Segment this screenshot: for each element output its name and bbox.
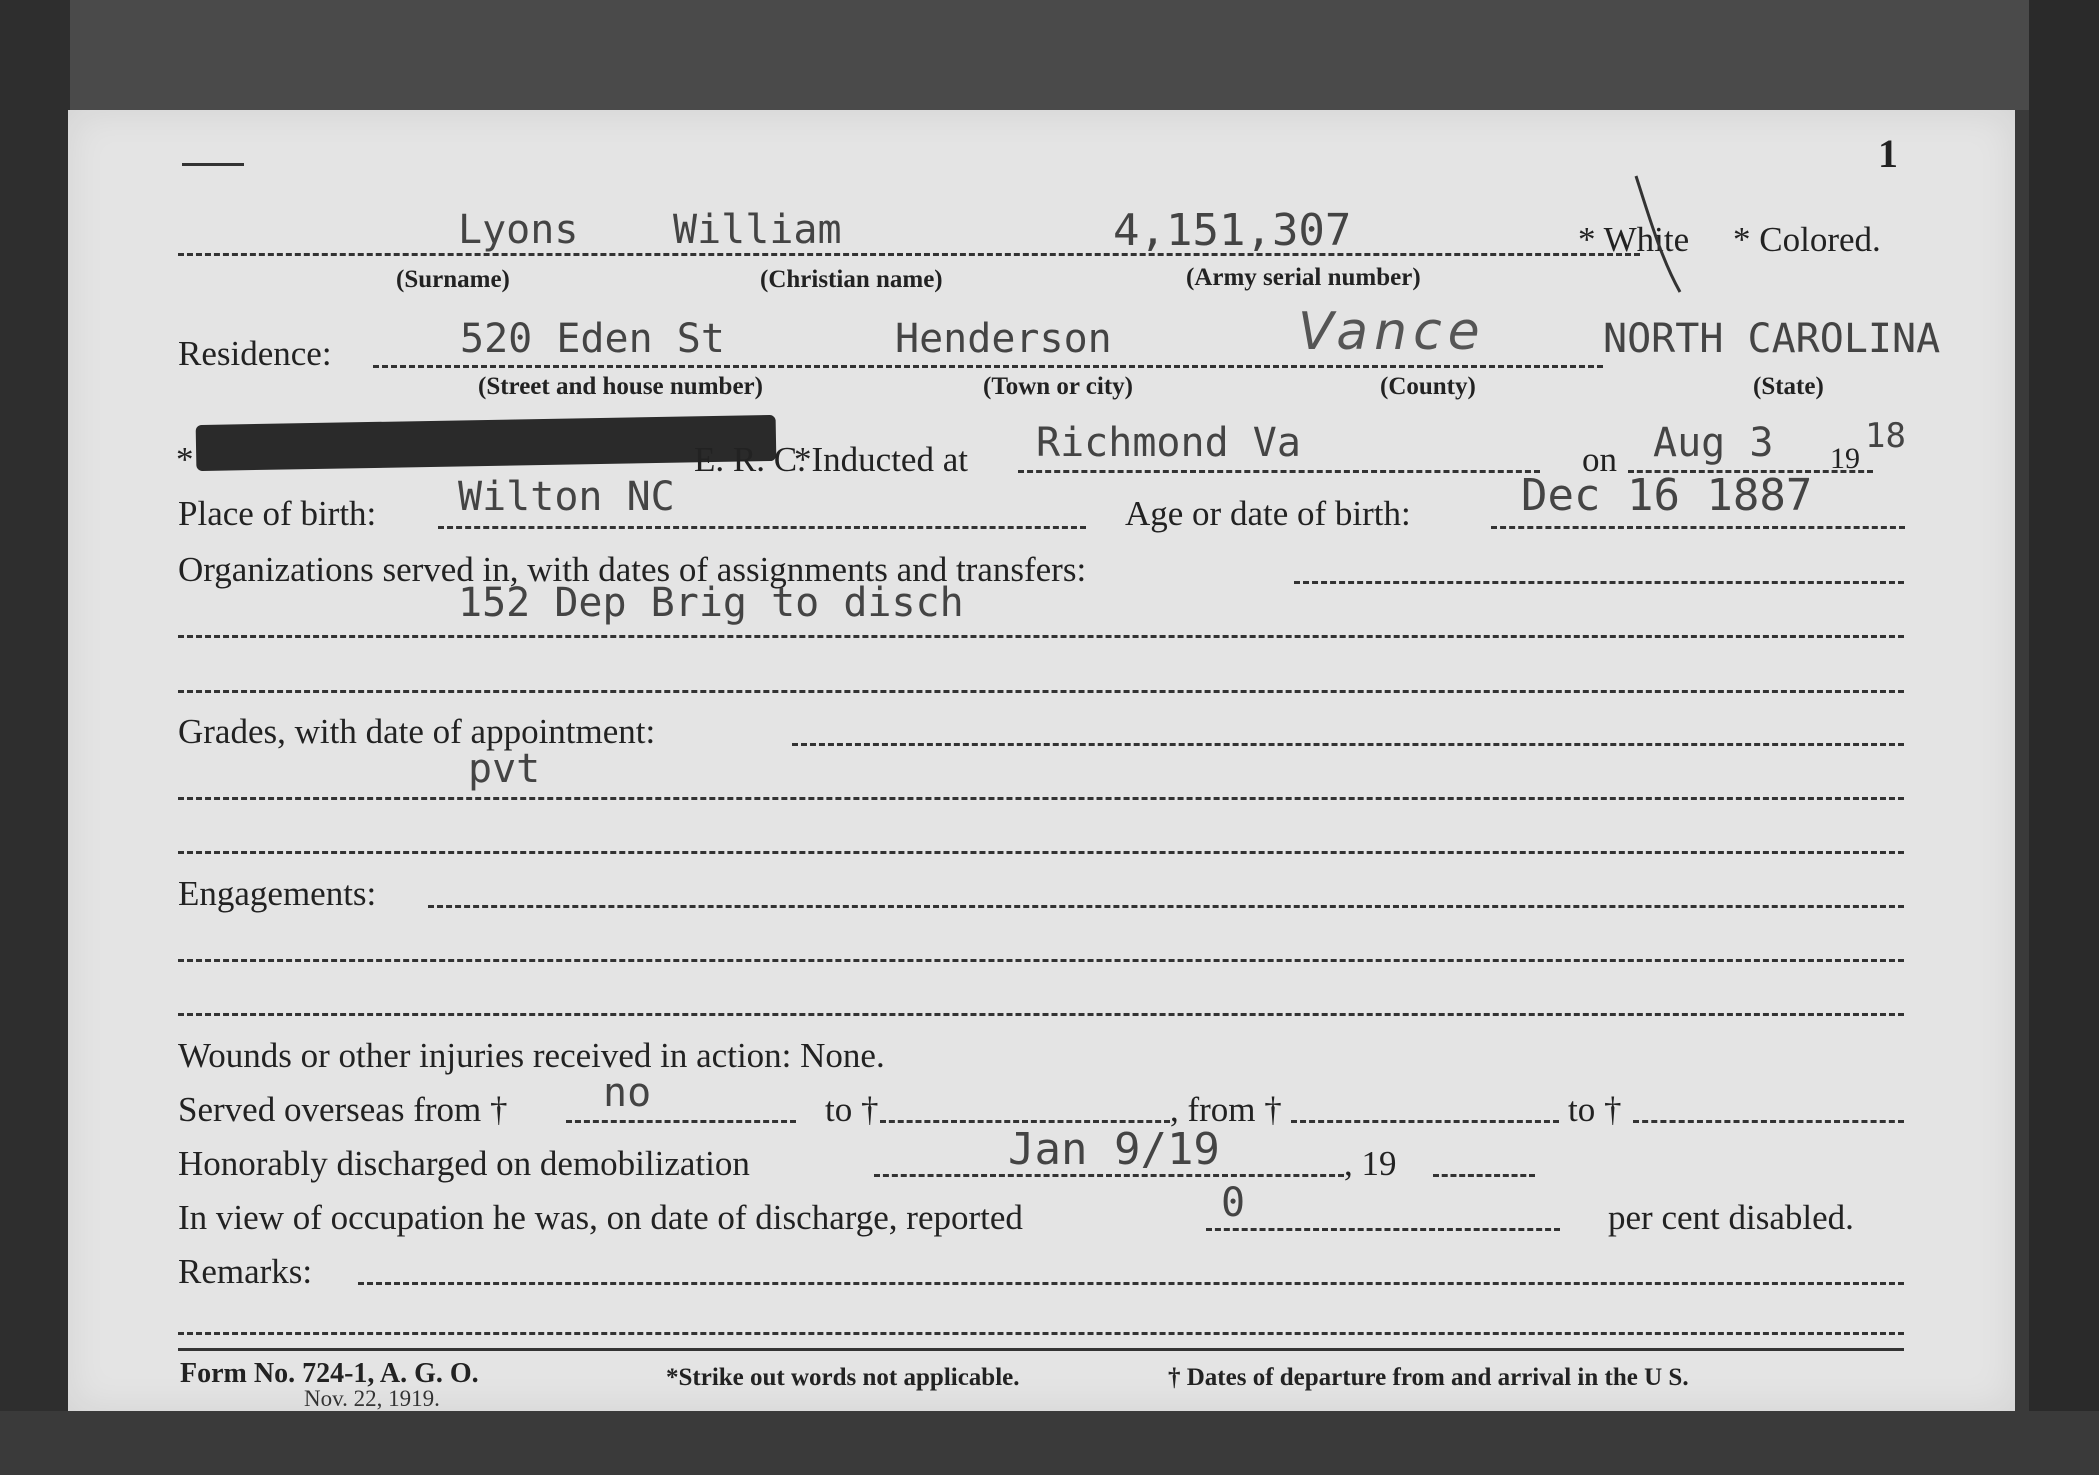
residence-state-value: NORTH CAROLINA <box>1603 316 1941 362</box>
footnote-dates: † Dates of departure from and arrival in the U S. <box>1168 1364 1689 1391</box>
scan-border-left <box>0 0 70 1475</box>
birthplace-line <box>438 526 1086 529</box>
inducted-date-value: Aug 3 <box>1653 420 1774 466</box>
overseas-to-label-2: to † <box>1568 1090 1622 1129</box>
card-number: 1 <box>1878 131 1898 176</box>
scan-border-bottom <box>0 1411 2099 1475</box>
engagements-line-3 <box>178 1013 1904 1016</box>
organizations-line-2 <box>178 635 1904 638</box>
enlisted-tail: E. R. C. <box>694 440 806 479</box>
engagements-line-2 <box>178 959 1904 962</box>
race-white: * White <box>1578 220 1690 259</box>
residence-line <box>373 365 1603 368</box>
state-caption: (State) <box>1753 373 1824 400</box>
organizations-value: 152 Dep Brig to disch <box>458 580 964 626</box>
overseas-from-label-2: , from † <box>1170 1090 1282 1129</box>
organizations-line-3 <box>178 690 1904 693</box>
residence-town-value: Henderson <box>895 316 1112 362</box>
inducted-label: *Inducted at <box>794 440 968 479</box>
scan-border-top <box>0 0 2099 110</box>
race-colored: * Colored. <box>1733 220 1881 259</box>
dob-label: Age or date of birth: <box>1125 494 1411 533</box>
residence-street-value: 520 Eden St <box>460 316 725 362</box>
discharged-year-label: , 19 <box>1344 1144 1397 1183</box>
town-caption: (Town or city) <box>983 373 1133 400</box>
overseas-from-value: no <box>603 1070 652 1116</box>
engagements-label: Engagements: <box>178 874 377 913</box>
remarks-label: Remarks: <box>178 1252 313 1291</box>
remarks-line-1 <box>358 1282 1904 1285</box>
organizations-label: Organizations served in, with dates of assignments and transfers: <box>178 550 1087 589</box>
overseas-to-label: to † <box>825 1090 879 1129</box>
name-line <box>178 253 1640 256</box>
grades-line-1 <box>792 743 1904 746</box>
grades-line-2 <box>178 797 1904 800</box>
inducted-place-line <box>1018 470 1540 473</box>
birthplace-label: Place of birth: <box>178 494 377 533</box>
form-number: Form No. 724-1, A. G. O. <box>180 1358 479 1389</box>
army-serial-caption: (Army serial number) <box>1186 264 1421 291</box>
disability-suffix: per cent disabled. <box>1608 1198 1854 1237</box>
overseas-to-line-2 <box>1633 1120 1904 1123</box>
on-label: on <box>1582 440 1617 479</box>
discharged-label: Honorably discharged on demobilization <box>178 1144 750 1183</box>
county-caption: (County) <box>1380 373 1476 400</box>
dob-value: Dec 16 1887 <box>1521 470 1813 521</box>
disability-line <box>1206 1228 1560 1231</box>
disability-label: In view of occupation he was, on date of discharge, reported <box>178 1198 1023 1237</box>
organizations-line-1 <box>1294 581 1904 584</box>
overseas-label: Served overseas from † <box>178 1090 508 1129</box>
service-record-card <box>68 110 2015 1411</box>
top-rule <box>182 163 244 166</box>
birthplace-value: Wilton NC <box>458 474 675 520</box>
grades-label: Grades, with date of appointment: <box>178 712 656 751</box>
overseas-to-line <box>880 1120 1170 1123</box>
christian-name-caption: (Christian name) <box>760 266 943 293</box>
remarks-line-2 <box>178 1332 1904 1335</box>
dob-line <box>1491 526 1905 529</box>
surname-caption: (Surname) <box>396 266 510 293</box>
disability-value: 0 <box>1221 1180 1246 1226</box>
overseas-from-line-2 <box>1291 1120 1559 1123</box>
wounds-label: Wounds or other injuries received in action: None. <box>178 1036 885 1075</box>
year-prefix: 19 <box>1830 442 1860 475</box>
form-date: Nov. 22, 1919. <box>304 1386 440 1411</box>
surname-value: Lyons <box>458 207 579 253</box>
inducted-year-value: 18 <box>1865 416 1906 456</box>
grades-line-3 <box>178 851 1904 854</box>
footnote-strike: *Strike out words not applicable. <box>666 1364 1020 1391</box>
overseas-from-line <box>566 1120 796 1123</box>
residence-label: Residence: <box>178 334 332 373</box>
residence-county-value: Vance <box>1298 302 1486 362</box>
grades-value: pvt <box>468 746 541 792</box>
footer-rule <box>178 1348 1904 1351</box>
scan-border-right <box>2029 0 2099 1475</box>
enlisted-prefix: * <box>176 440 194 479</box>
strike-mark <box>1628 170 1688 300</box>
engagements-line-1 <box>428 905 1904 908</box>
army-serial-value: 4,151,307 <box>1113 205 1352 256</box>
inducted-place-value: Richmond Va <box>1036 420 1301 466</box>
christian-name-value: William <box>673 207 842 253</box>
redaction-bar <box>196 415 777 471</box>
discharged-year-line <box>1433 1174 1535 1177</box>
street-caption: (Street and house number) <box>478 373 763 400</box>
discharged-date-value: Jan 9/19 <box>1008 1124 1220 1175</box>
